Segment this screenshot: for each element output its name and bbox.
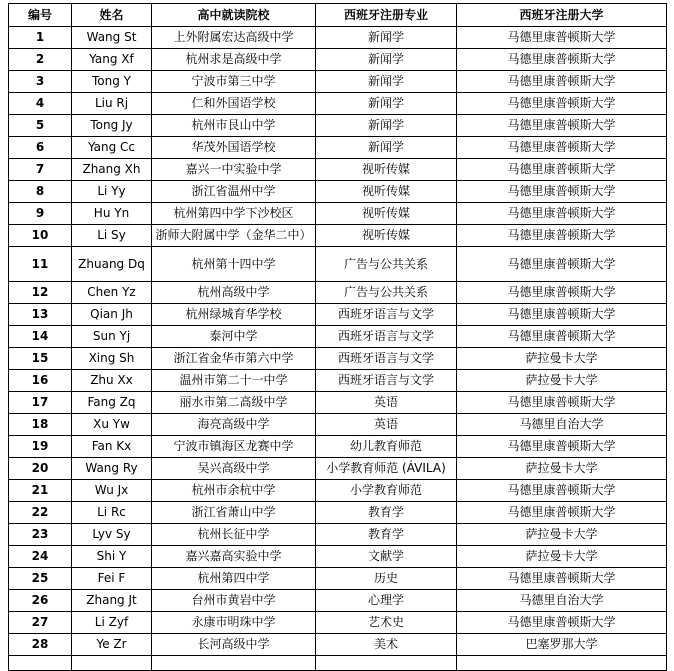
university: 马德里康普顿斯大学 — [457, 115, 667, 137]
major: 小学教育师范 (ÁVILA) — [316, 458, 457, 480]
high-school: 杭州第十四中学 — [152, 247, 316, 282]
student-name: Fan Kx — [72, 436, 152, 458]
university: 巴塞罗那大学 — [457, 634, 667, 656]
major: 西班牙语言与文学 — [316, 370, 457, 392]
table-row — [9, 458, 667, 480]
table-row — [9, 181, 667, 203]
row-number: 17 — [9, 392, 72, 414]
university: 马德里康普顿斯大学 — [457, 225, 667, 247]
university: 马德里康普顿斯大学 — [457, 93, 667, 115]
row-number: 5 — [9, 115, 72, 137]
table-row — [9, 370, 667, 392]
table-row — [9, 304, 667, 326]
major: 视听传媒 — [316, 203, 457, 225]
row-number: 6 — [9, 137, 72, 159]
major: 西班牙语言与文学 — [316, 348, 457, 370]
row-number: 21 — [9, 480, 72, 502]
university: 马德里康普顿斯大学 — [457, 502, 667, 524]
row-number: 28 — [9, 634, 72, 656]
high-school: 嘉兴嘉高实验中学 — [152, 546, 316, 568]
major: 新闻学 — [316, 115, 457, 137]
university: 马德里康普顿斯大学 — [457, 436, 667, 458]
university: 马德里康普顿斯大学 — [457, 27, 667, 49]
row-number: 10 — [9, 225, 72, 247]
student-name: Wang St — [72, 27, 152, 49]
row-number: 12 — [9, 282, 72, 304]
table-row — [9, 282, 667, 304]
university: 马德里康普顿斯大学 — [457, 282, 667, 304]
major: 广告与公共关系 — [316, 282, 457, 304]
student-name: Yang Cc — [72, 137, 152, 159]
table-row — [9, 546, 667, 568]
header-major: 西班牙注册专业 — [316, 4, 457, 27]
table-row — [9, 348, 667, 370]
university: 马德里康普顿斯大学 — [457, 304, 667, 326]
row-number: 7 — [9, 159, 72, 181]
row-number: 8 — [9, 181, 72, 203]
table-row — [9, 502, 667, 524]
high-school: 杭州第四中学 — [152, 568, 316, 590]
major: 教育学 — [316, 524, 457, 546]
table-row — [9, 159, 667, 181]
major: 教育学 — [316, 502, 457, 524]
student-name: Zhu Xx — [72, 370, 152, 392]
high-school: 海亮高级中学 — [152, 414, 316, 436]
row-number: 13 — [9, 304, 72, 326]
header-row — [9, 4, 667, 27]
university: 萨拉曼卡大学 — [457, 524, 667, 546]
major: 新闻学 — [316, 49, 457, 71]
table-row — [9, 568, 667, 590]
major: 美术 — [316, 634, 457, 656]
row-number: 24 — [9, 546, 72, 568]
student-name: Sun Yj — [72, 326, 152, 348]
row-number: 22 — [9, 502, 72, 524]
row-number: 18 — [9, 414, 72, 436]
high-school: 杭州高级中学 — [152, 282, 316, 304]
row-number: 1 — [9, 27, 72, 49]
header-university: 西班牙注册大学 — [457, 4, 667, 27]
row-number: 20 — [9, 458, 72, 480]
high-school: 浙师大附属中学（金华二中） — [152, 225, 316, 247]
major: 广告与公共关系 — [316, 247, 457, 282]
student-name: Fang Zq — [72, 392, 152, 414]
major: 新闻学 — [316, 27, 457, 49]
high-school: 浙江省温州中学 — [152, 181, 316, 203]
high-school: 宁波市镇海区龙赛中学 — [152, 436, 316, 458]
university: 马德里康普顿斯大学 — [457, 159, 667, 181]
high-school: 杭州市艮山中学 — [152, 115, 316, 137]
student-name: Shi Y — [72, 546, 152, 568]
university: 马德里康普顿斯大学 — [457, 392, 667, 414]
student-name: Fei F — [72, 568, 152, 590]
high-school: 浙江省萧山中学 — [152, 502, 316, 524]
university: 马德里康普顿斯大学 — [457, 181, 667, 203]
high-school: 杭州长征中学 — [152, 524, 316, 546]
table-row — [9, 137, 667, 159]
student-name: Zhang Xh — [72, 159, 152, 181]
major: 小学教育师范 — [316, 480, 457, 502]
row-number: 4 — [9, 93, 72, 115]
student-name: Zhang Jt — [72, 590, 152, 612]
student-name: Zhuang Dq — [72, 247, 152, 282]
high-school: 泰河中学 — [152, 326, 316, 348]
row-number: 27 — [9, 612, 72, 634]
header-high-school: 高中就读院校 — [152, 4, 316, 27]
row-number: 23 — [9, 524, 72, 546]
high-school: 温州市第二十一中学 — [152, 370, 316, 392]
university: 马德里康普顿斯大学 — [457, 203, 667, 225]
high-school: 丽水市第二高级中学 — [152, 392, 316, 414]
high-school: 长河高级中学 — [152, 634, 316, 656]
student-name: Tong Jy — [72, 115, 152, 137]
table-row — [9, 115, 667, 137]
university: 萨拉曼卡大学 — [457, 458, 667, 480]
row-number: 15 — [9, 348, 72, 370]
student-name: Xu Yw — [72, 414, 152, 436]
university: 马德里自治大学 — [457, 414, 667, 436]
student-name: Hu Yn — [72, 203, 152, 225]
student-name: Xing Sh — [72, 348, 152, 370]
major: 视听传媒 — [316, 159, 457, 181]
table-row — [9, 93, 667, 115]
row-number: 2 — [9, 49, 72, 71]
university: 萨拉曼卡大学 — [457, 348, 667, 370]
table-row — [9, 612, 667, 634]
table-row — [9, 49, 667, 71]
student-name: Tong Y — [72, 71, 152, 93]
high-school: 仁和外国语学校 — [152, 93, 316, 115]
major: 西班牙语言与文学 — [316, 326, 457, 348]
major: 英语 — [316, 414, 457, 436]
major: 英语 — [316, 392, 457, 414]
high-school: 台州市黄岩中学 — [152, 590, 316, 612]
table-row — [9, 656, 667, 671]
university: 马德里康普顿斯大学 — [457, 137, 667, 159]
row-number: 3 — [9, 71, 72, 93]
university: 马德里康普顿斯大学 — [457, 71, 667, 93]
major: 幼儿教育师范 — [316, 436, 457, 458]
major: 历史 — [316, 568, 457, 590]
row-number: 25 — [9, 568, 72, 590]
row-number: 9 — [9, 203, 72, 225]
student-name: Wu Jx — [72, 480, 152, 502]
high-school: 杭州求是高级中学 — [152, 49, 316, 71]
university: 马德里康普顿斯大学 — [457, 49, 667, 71]
table-row — [9, 590, 667, 612]
major: 新闻学 — [316, 137, 457, 159]
university: 马德里康普顿斯大学 — [457, 480, 667, 502]
high-school: 华茂外国语学校 — [152, 137, 316, 159]
table-row — [9, 436, 667, 458]
student-name: Chen Yz — [72, 282, 152, 304]
major: 视听传媒 — [316, 181, 457, 203]
student-name: Liu Rj — [72, 93, 152, 115]
row-number: 19 — [9, 436, 72, 458]
table-row — [9, 480, 667, 502]
row-number: 11 — [9, 247, 72, 282]
row-number: 16 — [9, 370, 72, 392]
university: 马德里康普顿斯大学 — [457, 326, 667, 348]
table-row — [9, 203, 667, 225]
student-name: Li Rc — [72, 502, 152, 524]
high-school: 宁波市第三中学 — [152, 71, 316, 93]
high-school: 永康市明珠中学 — [152, 612, 316, 634]
university: 马德里康普顿斯大学 — [457, 612, 667, 634]
student-name: Wang Ry — [72, 458, 152, 480]
major: 心理学 — [316, 590, 457, 612]
high-school: 杭州绿城育华学校 — [152, 304, 316, 326]
university: 萨拉曼卡大学 — [457, 370, 667, 392]
table-row — [9, 634, 667, 656]
row-number: 26 — [9, 590, 72, 612]
student-name: Li Sy — [72, 225, 152, 247]
university: 马德里自治大学 — [457, 590, 667, 612]
high-school: 杭州第四中学下沙校区 — [152, 203, 316, 225]
major: 文献学 — [316, 546, 457, 568]
high-school: 杭州市余杭中学 — [152, 480, 316, 502]
table-row — [9, 326, 667, 348]
major: 艺术史 — [316, 612, 457, 634]
row-number: 14 — [9, 326, 72, 348]
student-name: Li Yy — [72, 181, 152, 203]
table-row — [9, 247, 667, 282]
university: 马德里康普顿斯大学 — [457, 568, 667, 590]
high-school: 嘉兴一中实验中学 — [152, 159, 316, 181]
high-school: 吴兴高级中学 — [152, 458, 316, 480]
table-row — [9, 392, 667, 414]
table-row — [9, 71, 667, 93]
major: 视听传媒 — [316, 225, 457, 247]
university: 马德里康普顿斯大学 — [457, 247, 667, 282]
student-name: Ye Zr — [72, 634, 152, 656]
table-row — [9, 27, 667, 49]
student-name: Qian Jh — [72, 304, 152, 326]
major: 新闻学 — [316, 71, 457, 93]
table-row — [9, 524, 667, 546]
university: 萨拉曼卡大学 — [457, 546, 667, 568]
student-table — [8, 3, 667, 671]
high-school: 浙江省金华市第六中学 — [152, 348, 316, 370]
student-name: Lyv Sy — [72, 524, 152, 546]
student-name: Li Zyf — [72, 612, 152, 634]
header-number: 编号 — [9, 4, 72, 27]
major: 新闻学 — [316, 93, 457, 115]
major: 西班牙语言与文学 — [316, 304, 457, 326]
header-name: 姓名 — [72, 4, 152, 27]
table-row — [9, 414, 667, 436]
high-school: 上外附属宏达高级中学 — [152, 27, 316, 49]
student-name: Yang Xf — [72, 49, 152, 71]
table-row — [9, 225, 667, 247]
